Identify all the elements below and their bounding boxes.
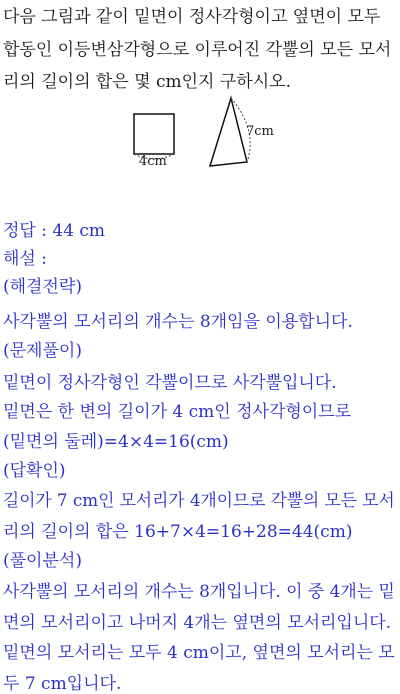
solution-line: 밑면의 모서리는 모두 4 cm이고, 옆면의 모서리는 모 <box>3 643 395 663</box>
solution-line: (풀이분석) <box>3 551 82 571</box>
solution-line: 사각뿔의 모서리의 개수는 8개입니다. 이 중 4개는 밑 <box>3 581 395 601</box>
problem-line: 리의 길이의 합은 몇 cm인지 구하시오. <box>3 72 291 92</box>
solution-line: 두 7 cm입니다. <box>3 674 122 694</box>
explanation-heading: 해설 : <box>3 249 47 269</box>
problem-line: 합동인 이등변삼각형으로 이루어진 각뿔의 모든 모서 <box>3 40 392 60</box>
solution-line: (문제풀이) <box>3 341 82 361</box>
solution-line: 면의 모서리이고 나머지 4개는 옆면의 모서리입니다. <box>3 613 392 633</box>
triangle-face-shape <box>210 98 247 166</box>
edge-length-label: 7cm <box>246 124 274 139</box>
solution-line: 리의 길이의 합은 16+7×4=16+28=44(cm) <box>3 522 353 542</box>
solution-line: 사각뿔의 모서리의 개수는 8개임을 이용합니다. <box>3 312 353 332</box>
solution-line: (밑면의 둘레)=4×4=16(cm) <box>3 432 229 452</box>
problem-line: 다음 그림과 같이 밑면이 정사각형이고 옆면이 모두 <box>3 7 381 27</box>
answer-line: 정답 : 44 cm <box>3 221 106 241</box>
figure <box>128 94 278 172</box>
solution-line: 밑면은 한 변의 길이가 4 cm인 정사각형이므로 <box>3 402 352 422</box>
base-length-label: 4cm <box>139 154 167 169</box>
solution-line: 길이가 7 cm인 모서리가 4개이므로 각뿔의 모든 모서 <box>3 490 395 510</box>
solution-line: 밑면이 정사각형인 각뿔이므로 사각뿔입니다. <box>3 373 337 393</box>
solution-line: (해결전략) <box>3 277 82 297</box>
square-base-shape <box>134 114 174 154</box>
solution-line: (답확인) <box>3 461 66 481</box>
